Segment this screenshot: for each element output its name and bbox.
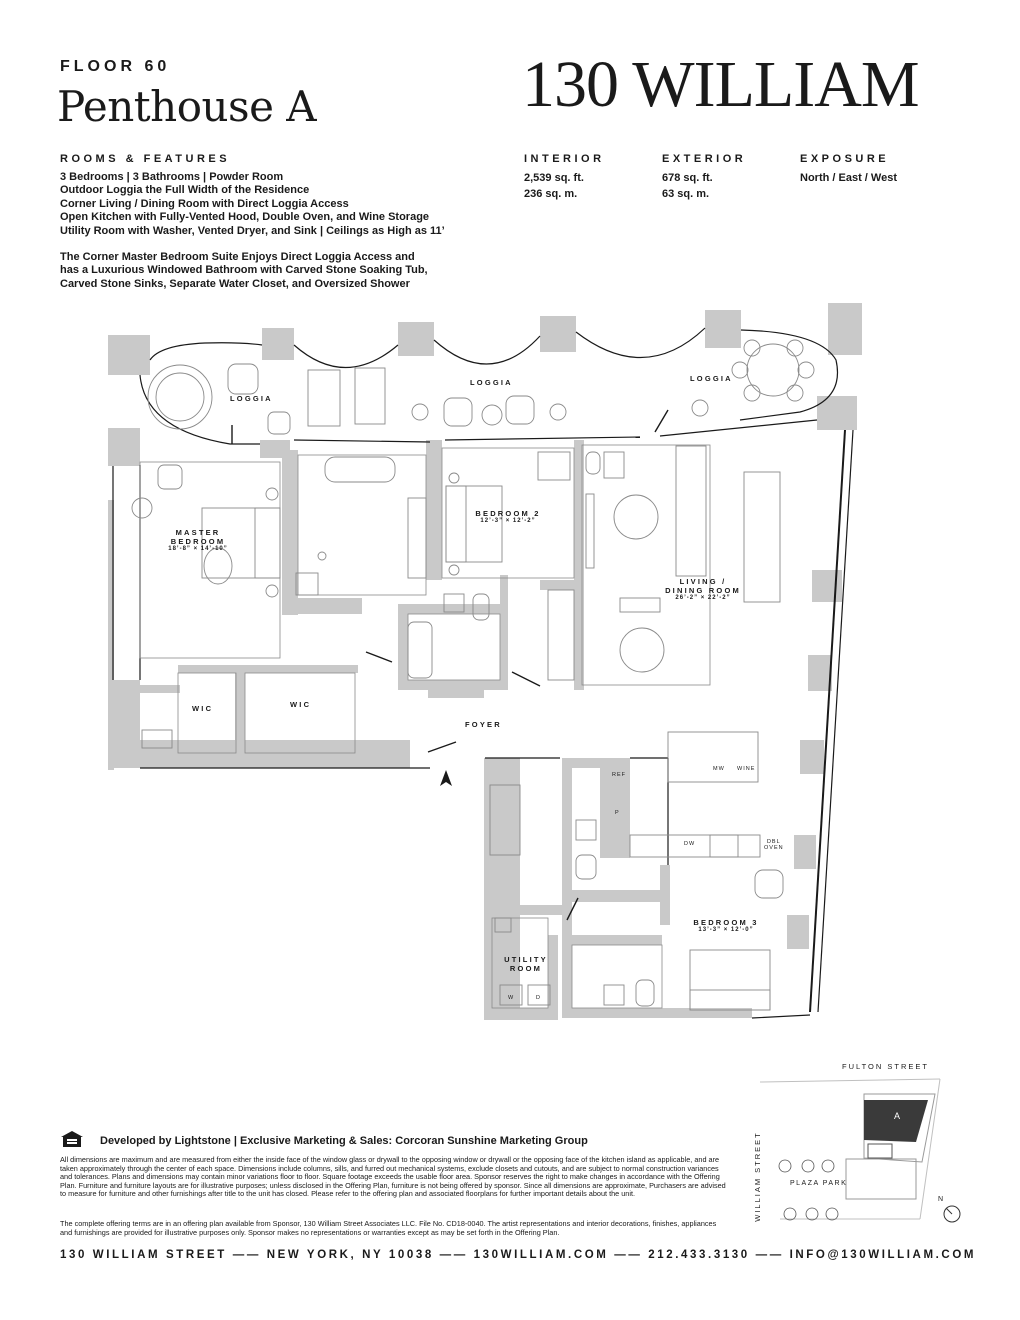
living-label-line2: DINING ROOM (665, 586, 741, 595)
living-label (648, 577, 758, 601)
fulton-street-label: FULTON STREET (842, 1062, 929, 1071)
bedroom3-label (676, 918, 776, 933)
master-label-line2: BEDROOM (170, 537, 226, 546)
brand-logo: 130 WILLIAM (522, 48, 919, 121)
footer-contact: 130 WILLIAM STREET —— NEW YORK, NY 10038 —— 130WILLIAM.COM —— 212.433.3130 —— INFO@130WILLIAM.COM (60, 1249, 977, 1261)
foyer-label: FOYER (465, 720, 502, 729)
feature-line: Corner Living / Dining Room with Direct Loggia Access (60, 197, 349, 210)
interior-sqft: 2,539 sq. ft. (524, 172, 584, 184)
floor-label: FLOOR 60 (60, 58, 171, 75)
exposure-heading: EXPOSURE (800, 153, 890, 165)
dryer-label: D (536, 995, 541, 1001)
north-label: N (938, 1196, 944, 1203)
wic2-label: WIC (290, 700, 312, 709)
loggia-right-label: LOGGIA (690, 374, 733, 383)
wic1-label: WIC (192, 704, 214, 713)
feature-description (60, 251, 520, 291)
ref-label: REF (612, 772, 626, 778)
features-list (60, 171, 520, 238)
description-line: The Corner Master Bedroom Suite Enjoys Direct Loggia Access and (60, 251, 415, 263)
north-arrow-icon (440, 770, 452, 786)
unit-title: Penthouse A (57, 82, 317, 131)
description-line: has a Luxurious Windowed Bathroom with Carved Stone Soaking Tub, (60, 264, 428, 277)
dbl-oven-line1: DBL (766, 839, 781, 845)
compass-icon (942, 1204, 962, 1224)
bedroom2-title: BEDROOM 2 (475, 509, 541, 518)
exterior-sqft: 678 sq. ft. (662, 172, 713, 184)
living-dim: 26’-2” × 22’-2” (675, 595, 731, 601)
bedroom3-dim: 13’-3” × 12’-0” (698, 927, 754, 933)
key-plan (760, 1074, 960, 1224)
dbl-oven-label (764, 839, 784, 851)
feature-line: Utility Room with Washer, Vented Dryer, and Sink | Ceilings as High as 11’ (60, 224, 445, 237)
unit-a-marker (864, 1100, 928, 1142)
dbl-oven-line2: OVEN (764, 845, 784, 851)
master-dim: 18’-8” × 14’-10” (168, 546, 228, 552)
washer-label: W (508, 995, 515, 1001)
master-bedroom-label (148, 528, 248, 552)
utility-label-line2: ROOM (509, 964, 543, 973)
unit-a-label: A (894, 1111, 901, 1121)
exposure-value: North / East / West (800, 172, 897, 184)
mw-label: MW (713, 766, 725, 772)
loggia-center-label: LOGGIA (470, 378, 513, 387)
interior-heading: INTERIOR (524, 153, 605, 165)
bedroom2-label (458, 509, 558, 524)
equal-housing-icon (60, 1130, 84, 1148)
wine-label: WINE (737, 766, 756, 772)
offering-text: The complete offering terms are in an offering plan available from Sponsor, 130 William Street Associates LLC. File No. CD18-0040. The artist representations and interior decorations, finishes, appliances and furnishings are provided for illustrative purposes only. Sponsor makes no representations or warranties except as may be set forth in the Offering Plan. (60, 1219, 717, 1237)
description-line: Carved Stone Sinks, Separate Water Closet, and Oversized Shower (60, 277, 410, 290)
disclaimer-text: All dimensions are maximum and are measured from either the inside face of the window glass or drywall to the opposing window or drywall or the opposing face of the kitchen island as applicable, and are taken approximately through the center of each space. Dimensions include columns, sills, and furred out mechanical systems, exclude closets and cutouts, and are subject to normal construction variances and tolerances. Plans and dimensions may contain minor variations floor to floor. Square footage exceeds the usable floor area. Sponsor reserves the right to make changes in accordance with the Offering Plan. Furniture and furniture layouts are for illustrative purposes; unless disclosed in the Offering Plan, furniture is not being offered by sponsor. Since all dimensions are approximate, Purchasers are advised to measure for furniture and other furnishings after title to the unit has closed. Please refer to the offering plan and associated floorplans for further important details about the unit. (60, 1155, 726, 1199)
feature-line: Outdoor Loggia the Full Width of the Residence (60, 184, 310, 197)
bedroom3-title: BEDROOM 3 (693, 918, 759, 927)
loggia-left-label: LOGGIA (230, 394, 273, 403)
utility-label-line1: UTILITY (504, 955, 548, 964)
pantry-label: P (615, 810, 620, 816)
developer-line: Developed by Lightstone | Exclusive Marketing & Sales: Corcoran Sunshine Marketing Group (100, 1135, 588, 1147)
exterior-heading: EXTERIOR (662, 153, 747, 165)
features-heading: ROOMS & FEATURES (60, 153, 231, 165)
bedroom2-dim: 12’-3” × 12’-2” (480, 518, 536, 524)
living-label-line1: LIVING / (679, 577, 727, 586)
feature-line: 3 Bedrooms | 3 Bathrooms | Powder Room (60, 171, 284, 183)
interior-sqm: 236 sq. m. (524, 188, 578, 200)
plaza-park-label: PLAZA PARK (790, 1180, 848, 1187)
exterior-sqm: 63 sq. m. (662, 188, 710, 200)
floor-plan (0, 295, 1020, 1035)
william-street-label: WILLIAM STREET (752, 1131, 762, 1222)
feature-line: Open Kitchen with Fully-Vented Hood, Double Oven, and Wine Storage (60, 211, 430, 224)
furniture (132, 340, 814, 1010)
dw-label: DW (684, 841, 696, 847)
plan-walls (108, 303, 862, 1020)
master-label-line1: MASTER (175, 528, 221, 537)
utility-label (496, 955, 556, 973)
